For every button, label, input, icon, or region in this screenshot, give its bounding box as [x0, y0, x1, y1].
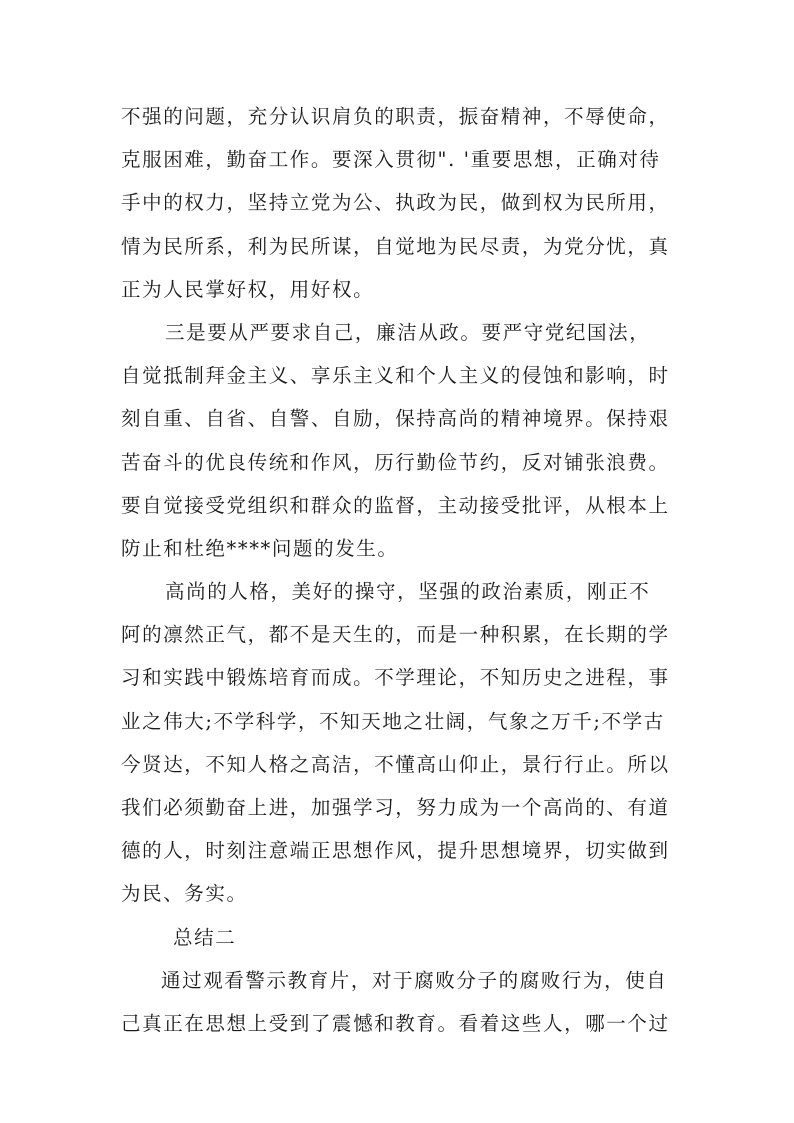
text-line: 正为人民掌好权，用好权。 [121, 277, 375, 301]
text-line: 克服困难，勤奋工作。要深入贯彻". '重要思想，正确对待 [121, 148, 661, 172]
text-line: 手中的权力，坚持立党为公、执政为民，做到权为民所用， [121, 191, 670, 215]
text-line: 我们必须勤奋上进，加强学习，努力成为一个高尚的、有道 [121, 796, 670, 819]
text-line: 不强的问题，充分认识肩负的职责，振奋精神，不辱使命， [121, 105, 670, 128]
text-line: 己真正在思想上受到了震憾和教育。看着这些人，哪一个过 [121, 1011, 670, 1035]
text-line: 业之伟大;不学科学，不知天地之壮阔，气象之万千;不学古 [121, 709, 665, 733]
text-line-indented: 通过观看警示教育片，对于腐败分子的腐败行为，使自 [161, 968, 668, 992]
text-line: 防止和杜绝****问题的发生。 [121, 536, 399, 560]
text-line-indented: 三是要从严要求自己，廉洁从政。要严守党纪国法， [165, 320, 651, 344]
text-line: 习和实践中锻炼培育而成。不学理论，不知历史之进程，事 [121, 666, 670, 690]
text-line: 为民、务实。 [121, 882, 248, 906]
text-line: 德的人，时刻注意端正思想作风，提升思想境界，切实做到 [121, 839, 670, 863]
text-line: 自觉抵制拜金主义、享乐主义和个人主义的侵蚀和影响，时 [121, 364, 670, 388]
text-line: 今贤达，不知人格之高洁，不懂高山仰止，景行行止。所以 [121, 752, 670, 776]
text-line: 刻自重、自省、自警、自励，保持高尚的精神境界。保持艰 [121, 407, 670, 431]
section-heading: 总结二 [173, 925, 237, 949]
text-line: 情为民所系，利为民所谋，自觉地为民尽责，为党分忧，真 [121, 234, 670, 258]
document-body [121, 95, 681, 1045]
text-line: 要自觉接受党组织和群众的监督，主动接受批评，从根本上 [121, 493, 670, 517]
text-line: 阿的凛然正气，都不是天生的，而是一种积累，在长期的学 [121, 623, 670, 647]
text-line-indented: 高尚的人格，美好的操守，坚强的政治素质，刚正不 [165, 580, 651, 604]
text-line: 苦奋斗的优良传统和作风，历行勤俭节约，反对铺张浪费。 [121, 450, 670, 474]
